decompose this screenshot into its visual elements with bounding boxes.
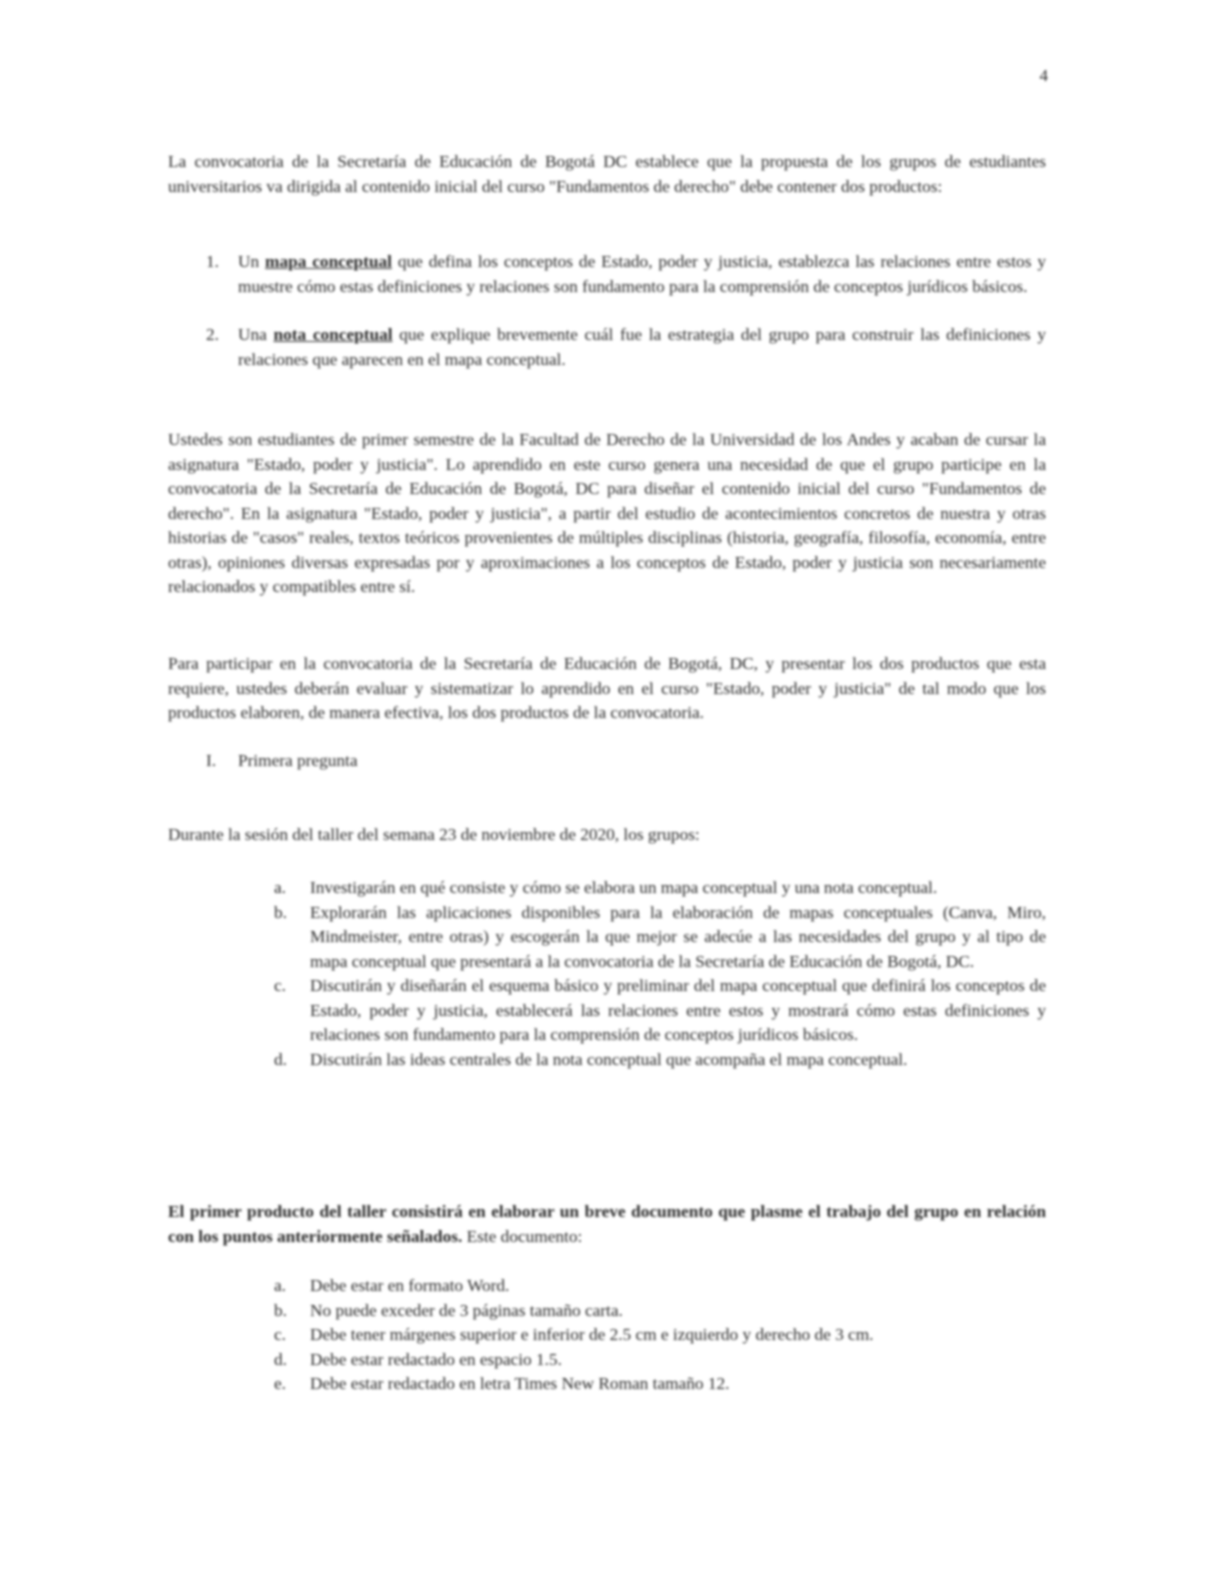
- list-item: [168, 1299, 1046, 1324]
- intro-paragraph: [168, 150, 1046, 199]
- products-list: [168, 250, 1046, 372]
- list-item-letter: d.: [274, 1049, 287, 1069]
- list-item-text: Explorarán las aplicaciones disponibles para la elaboración de mapas conceptuales (Canva, Miro, Mindmeister, entre otras) y escogerán la que mejor se adecúe a las necesidades del grupo y al tipo de mapa conceptual que presentará a la convocatoria de la Secretaría de Educación de Bogotá, DC.: [310, 902, 1046, 971]
- list-item: [168, 1048, 1046, 1073]
- list-item: [168, 1323, 1046, 1348]
- section-heading: [168, 749, 1046, 774]
- list-item-text: Debe tener márgenes superior e inferior de 2.5 cm e izquierdo y derecho de 3 cm.: [310, 1325, 874, 1344]
- list-item-letter: c.: [274, 976, 286, 995]
- intro-paragraph-text: La convocatoria de la Secretaría de Educación de Bogotá DC establece que la propuesta de los grupos de estudiantes universitarios va dirigida al contenido inicial del curso "Fundamentos de derecho" debe contener dos productos:: [168, 152, 1046, 196]
- list-item: [168, 250, 1046, 299]
- section-heading-number: I.: [206, 751, 217, 770]
- list-item-text: Discutirán y diseñarán el esquema básico y preliminar del mapa conceptual que definirá los conceptos de Estado, poder y justicia, establecerá las relaciones entre estos y mostrará cómo estas definiciones y relaciones son fundamento para la comprensión de conceptos jurídicos básicos.: [310, 976, 1046, 1044]
- list-item-text: Un mapa conceptual que defina los conceptos de Estado, poder y justicia, establezca las relaciones entre estos y muestre cómo estas definiciones y relaciones son fundamento para la comprensión de conceptos jurídicos básicos.: [238, 252, 1046, 296]
- list-item: [168, 1274, 1046, 1299]
- list-item-text: Una nota conceptual que explique brevemente cuál fue la estrategia del grupo para construir las definiciones y relaciones que aparecen en el mapa conceptual.: [238, 325, 1046, 369]
- list-item: [168, 876, 1046, 901]
- tasks-list: [168, 876, 1046, 1072]
- format-rules-list: [168, 1274, 1046, 1397]
- list-item-letter: e.: [274, 1374, 286, 1393]
- list-item: [168, 1372, 1046, 1397]
- list-item-letter: a.: [274, 1276, 286, 1295]
- list-item-letter: c.: [274, 1325, 286, 1344]
- list-item-text: Debe estar redactado en espacio 1.5.: [310, 1349, 562, 1369]
- section-heading-text: Primera pregunta: [238, 751, 358, 770]
- list-item-number: 2.: [206, 325, 219, 344]
- list-item: [168, 901, 1046, 975]
- list-item-letter: d.: [274, 1349, 287, 1369]
- paragraph-3: [168, 652, 1046, 726]
- list-item: [168, 974, 1046, 1048]
- paragraph-2-text: Ustedes son estudiantes de primer semestre de la Facultad de Derecho de la Universidad de los Andes y acaban de cursar la asignatura "Estado, poder y justicia". Lo aprendido en este curso genera una necesidad de que el grupo participe en la convocatoria de la Secretaría de Educación de Bogotá, DC para diseñar el contenido inicial del curso "Fundamentos de derecho". En la asignatura "Estado, poder y justicia", a partir del estudio de acontecimientos concretos de nuestra y otras historias de "casos" reales, textos teóricos provenientes de múltiples disciplinas (historia, geografía, filosofía, economía, entre otras), opiniones diversas expresadas por y aproximaciones a los conceptos de Estado, poder y justicia son necesariamente relacionados y compatibles entre sí.: [168, 430, 1046, 596]
- list-item-text: No puede exceder de 3 páginas tamaño carta.: [310, 1300, 623, 1320]
- list-item-letter: a.: [274, 878, 286, 897]
- list-item-letter: b.: [274, 1300, 287, 1320]
- list-item-text: Debe estar redactado en letra Times New Roman tamaño 12.: [310, 1374, 730, 1393]
- paragraph-3-text: Para participar en la convocatoria de la Secretaría de Educación de Bogotá, DC, y presentar los dos productos que esta requiere, ustedes deberán evaluar y sistematizar lo aprendido en el curso "Estado, poder y justicia" de tal modo que los productos elaboren, de manera efectiva, los dos productos de la convocatoria.: [168, 654, 1046, 722]
- list-item: [168, 1348, 1046, 1373]
- paragraph-4: [168, 823, 1046, 848]
- page-number: 4: [1039, 66, 1048, 85]
- list-item-letter: b.: [274, 902, 287, 922]
- list-item-number: 1.: [206, 252, 219, 271]
- list-item-text: Discutirán las ideas centrales de la nota conceptual que acompaña el mapa conceptual.: [310, 1049, 908, 1069]
- list-item-text: Investigarán en qué consiste y cómo se elabora un mapa conceptual y una nota conceptual.: [310, 878, 938, 897]
- list-item: [168, 323, 1046, 372]
- paragraph-5-text: El primer producto del taller consistirá en elaborar un breve documento que plasme el trabajo del grupo en relación con los puntos anteriormente señalados. Este documento:: [168, 1202, 1046, 1246]
- paragraph-5: [168, 1200, 1046, 1249]
- paragraph-4-text: Durante la sesión del taller del semana 23 de noviembre de 2020, los grupos:: [168, 825, 700, 844]
- list-item-text: Debe estar en formato Word.: [310, 1276, 510, 1295]
- paragraph-2: [168, 428, 1046, 600]
